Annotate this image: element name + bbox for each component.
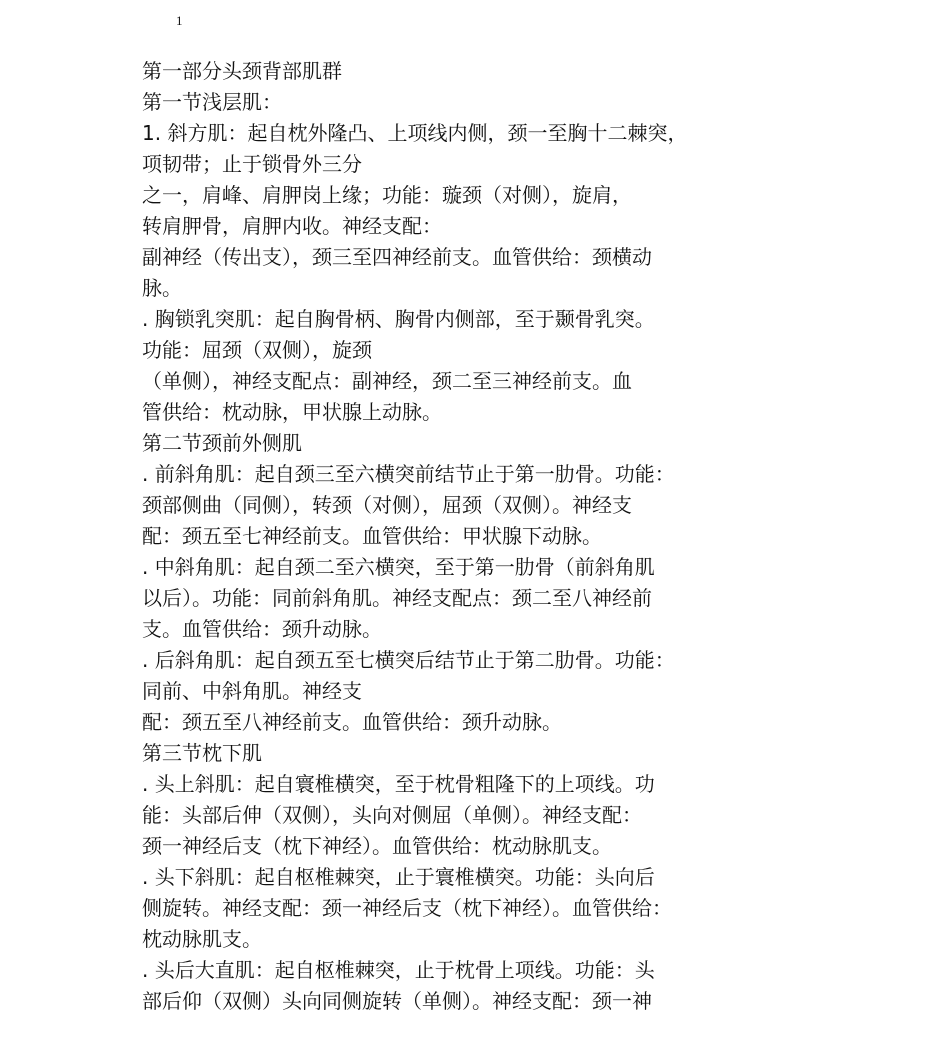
text-line: 脉。 [142, 276, 182, 300]
text-line: . 胸锁乳突肌：起自胸骨柄、胸骨内侧部，至于颞骨乳突。 [142, 307, 655, 331]
text-line: . 后斜角肌：起自颈五至七横突后结节止于第二肋骨。功能： [142, 648, 675, 672]
text-line: 枕动脉肌支。 [142, 927, 262, 951]
text-line: . 头后大直肌：起自枢椎棘突，止于枕骨上项线。功能：头 [142, 958, 655, 982]
text-line: . 头下斜肌：起自枢椎棘突，止于寰椎横突。功能：头向后 [142, 865, 655, 889]
heading-section-two: 第二节颈前外侧肌 [142, 431, 302, 455]
text-line: 配：颈五至七神经前支。血管供给：甲状腺下动脉。 [142, 524, 602, 548]
text-line: . 前斜角肌：起自颈三至六横突前结节止于第一肋骨。功能： [142, 462, 675, 486]
document-body [142, 56, 792, 1017]
text-line: . 中斜角肌：起自颈二至六横突，至于第一肋骨（前斜角肌 [142, 555, 655, 579]
page-number: 1 [176, 13, 183, 28]
text-line: 管供给：枕动脉，甲状腺上动脉。 [142, 400, 442, 424]
heading-section-three: 第三节枕下肌 [142, 741, 262, 765]
text-line: 项韧带；止于锁骨外三分 [142, 152, 362, 176]
text-line: 支。血管供给：颈升动脉。 [142, 617, 382, 641]
text-line: 副神经（传出支），颈三至四神经前支。血管供给：颈横动 [142, 245, 652, 269]
text-line: . 头上斜肌：起自寰椎横突，至于枕骨粗隆下的上项线。功 [142, 772, 655, 796]
text-line: 功能：屈颈（双侧），旋颈 [142, 338, 372, 362]
text-line: 转肩胛骨，肩胛内收。神经支配： [142, 214, 442, 238]
heading-part-one: 第一部分头颈背部肌群 [142, 59, 342, 83]
text-line: 侧旋转。神经支配：颈一神经后支（枕下神经）。血管供给： [142, 896, 672, 920]
text-line: 配：颈五至八神经前支。血管供给：颈升动脉。 [142, 710, 562, 734]
heading-section-one: 第一节浅层肌： [142, 90, 282, 114]
text-line: 颈部侧曲（同侧），转颈（对侧），屈颈（双侧）。神经支 [142, 493, 632, 517]
text-line: 以后）。功能：同前斜角肌。神经支配点：颈二至八神经前 [142, 586, 652, 610]
text-line: 同前、中斜角肌。神经支 [142, 679, 362, 703]
text-line: 颈一神经后支（枕下神经）。血管供给：枕动脉肌支。 [142, 834, 612, 858]
text-line: 之一，肩峰、肩胛岗上缘；功能：璇颈（对侧），旋肩， [142, 183, 632, 207]
text-line: （单侧），神经支配点：副神经，颈二至三神经前支。血 [142, 369, 632, 393]
text-line: 能：头部后伸（双侧），头向对侧屈（单侧）。神经支配： [142, 803, 642, 827]
text-line: 部后仰（双侧）头向同侧旋转（单侧）。神经支配：颈一神 [142, 989, 652, 1013]
text-line: 1. 斜方肌：起自枕外隆凸、上项线内侧，颈一至胸十二棘突， [142, 121, 688, 145]
